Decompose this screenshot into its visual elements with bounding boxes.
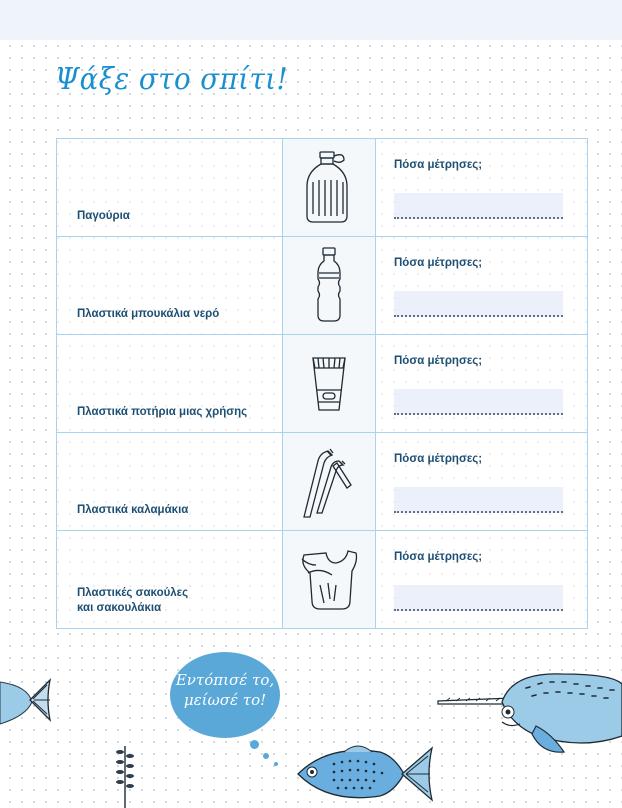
count-question: Πόσα μέτρησες; xyxy=(394,551,483,563)
plastic-bag-icon xyxy=(294,545,364,615)
count-answer-field[interactable] xyxy=(394,487,563,513)
fish-left-icon xyxy=(0,668,60,730)
count-question: Πόσα μέτρησες; xyxy=(394,453,483,465)
table-row xyxy=(57,433,587,531)
table-row xyxy=(57,531,587,629)
bubble-dot xyxy=(263,753,269,759)
item-label: Παγούρια xyxy=(77,210,130,222)
bubble-line-2: μείωσέ το! xyxy=(183,691,267,709)
item-label: Πλαστικά καλαμάκια xyxy=(77,504,189,516)
seaweed-icon xyxy=(110,742,140,808)
count-answer-field[interactable] xyxy=(394,291,563,317)
canteen-icon xyxy=(299,148,359,228)
item-label: Πλαστικά ποτήρια μιας χρήσης xyxy=(77,406,248,418)
count-table xyxy=(56,138,588,629)
count-question: Πόσα μέτρησες; xyxy=(394,159,483,171)
table-row xyxy=(57,139,587,237)
plastic-bottle-icon xyxy=(309,245,349,327)
count-answer-field[interactable] xyxy=(394,389,563,415)
table-row xyxy=(57,237,587,335)
count-question: Πόσα μέτρησες; xyxy=(394,257,483,269)
page-title: Ψάξε στο σπίτι! xyxy=(55,62,289,97)
narwhal-icon xyxy=(436,668,622,760)
count-answer-field[interactable] xyxy=(394,193,563,219)
item-label: Πλαστικές σακούλες και σακουλάκια xyxy=(77,587,189,614)
item-label: Πλαστικά μπουκάλια νερό xyxy=(77,308,220,320)
straws-icon xyxy=(299,443,359,521)
plastic-cup-icon xyxy=(307,352,351,416)
count-answer-field[interactable] xyxy=(394,585,563,611)
speech-bubble-text xyxy=(174,670,276,710)
bubble-line-1: Εντόπισέ το, xyxy=(175,671,275,689)
count-question: Πόσα μέτρησες; xyxy=(394,355,483,367)
bubble-dot xyxy=(274,762,278,766)
bubble-dot xyxy=(250,740,259,749)
table-row xyxy=(57,335,587,433)
fish-bottom-icon xyxy=(294,740,440,808)
top-band xyxy=(0,0,622,40)
